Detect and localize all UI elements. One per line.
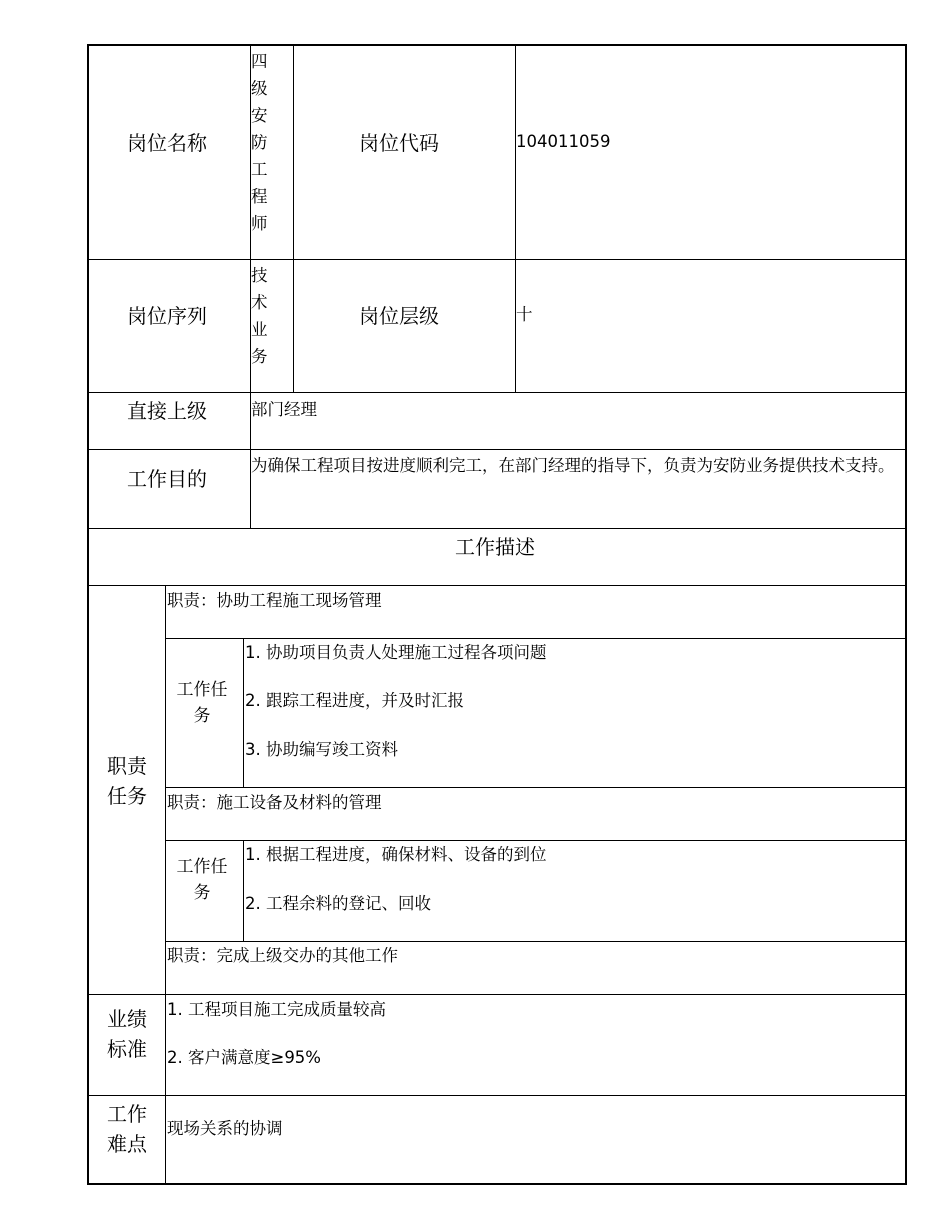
duty-2-task-1: 1. 根据工程进度，确保材料、设备的到位 [245, 845, 547, 864]
post-level-value: 十 [516, 305, 533, 324]
col-divider [515, 44, 516, 393]
post-code-value: 104011059 [516, 132, 611, 151]
purpose-value: 为确保工程项目按进度顺利完工，在部门经理的指导下，负责为安防业务提供技术支持。 [251, 456, 895, 475]
performance-item-2: 2. 客户满意度≥95% [167, 1048, 321, 1067]
performance-label: 业绩标准 [107, 1007, 147, 1061]
superior-label: 直接上级 [127, 399, 207, 423]
row-divider [87, 392, 907, 393]
difficulty-value: 现场关系的协调 [167, 1119, 283, 1138]
duty-2-task-2: 2. 工程余料的登记、回收 [245, 894, 431, 913]
table-border-right [905, 44, 907, 1185]
purpose-label: 工作目的 [127, 467, 207, 491]
description-title: 工作描述 [455, 535, 535, 559]
post-level-label: 岗位层级 [359, 304, 439, 328]
duty-2-task-label: 工作任务 [176, 857, 228, 903]
col-divider [243, 638, 244, 788]
post-series-value: 技术业务 [251, 266, 268, 366]
row-divider [166, 941, 907, 942]
row-divider [87, 528, 907, 529]
duty-3-title: 职责：完成上级交办的其他工作 [167, 946, 398, 965]
table-border-left [87, 44, 89, 1185]
row-divider [87, 259, 907, 260]
col-divider [293, 44, 294, 393]
post-name-value: 四级安防工程师 [251, 52, 268, 233]
col-divider [243, 840, 244, 942]
duty-1-title: 职责：协助工程施工现场管理 [167, 591, 382, 610]
row-divider [166, 840, 907, 841]
row-divider [166, 787, 907, 788]
post-name-label: 岗位名称 [127, 131, 207, 155]
col-divider [165, 585, 166, 1185]
post-code-label: 岗位代码 [359, 131, 439, 155]
duty-1-task-2: 2. 跟踪工程进度，并及时汇报 [245, 691, 464, 710]
duty-label: 职责任务 [107, 754, 147, 808]
table-border-bottom [87, 1183, 907, 1185]
row-divider [87, 994, 907, 995]
row-divider [166, 638, 907, 639]
performance-item-1: 1. 工程项目施工完成质量较高 [167, 1000, 386, 1019]
superior-value: 部门经理 [251, 400, 317, 419]
post-series-label: 岗位序列 [127, 304, 207, 328]
duty-1-task-label: 工作任务 [176, 680, 228, 726]
row-divider [87, 449, 907, 450]
table-border-top [87, 44, 907, 46]
difficulty-label: 工作难点 [107, 1102, 147, 1156]
duty-1-task-3: 3. 协助编写竣工资料 [245, 740, 398, 759]
row-divider [87, 585, 907, 586]
row-divider [87, 1095, 907, 1096]
duty-2-title: 职责：施工设备及材料的管理 [167, 793, 382, 812]
duty-1-task-1: 1. 协助项目负责人处理施工过程各项问题 [245, 643, 547, 662]
